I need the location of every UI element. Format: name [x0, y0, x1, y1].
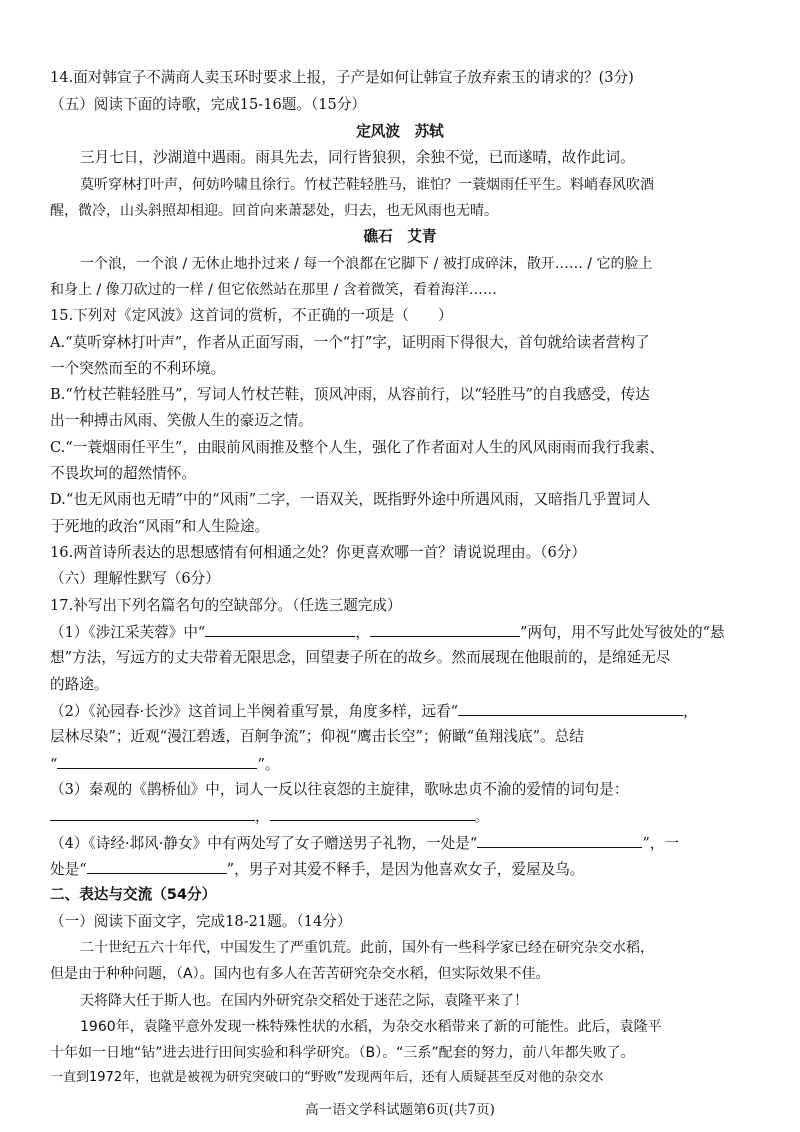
answer-blank[interactable]	[205, 622, 355, 637]
q17-3-line-1: （3）秦观的《鹊桥仙》中，词人一反以往哀怨的主旋律，歌咏忠贞不渝的爱情的词句是：	[50, 781, 629, 798]
q17-2-line-1: （2）《沁园春·长沙》这首词上半阕着重写景，角度多样，远看“ ，	[50, 703, 698, 720]
poem-1-title: 定风波 苏轼	[356, 123, 444, 140]
option-c-line-1: C.“一蓑烟雨任平生”，由眼前风雨推及整个人生，强化了作者面对人生的风风雨雨而我行我素、	[50, 439, 664, 456]
q17-2-line-2: 层林尽染”；近观“漫江碧透，百舸争流”；仰视“鹰击长空”；俯瞰“鱼翔浅底”。总结	[50, 728, 584, 745]
answer-blank[interactable]	[50, 806, 255, 821]
q17-2-line-3: “ ”。	[50, 756, 280, 773]
option-b-line-2: 出一种搏击风雨、笑傲人生的豪迈之情。	[50, 412, 313, 429]
passage-p3-line-1: 1960年，袁隆平意外发现一株特殊性状的水稻，为杂交水稻带来了新的可能性。此后，袁隆平	[80, 1019, 662, 1035]
q17-1-line-3: 的路途。	[50, 676, 109, 693]
q17-3-line-2: ， 。	[50, 806, 750, 827]
poem-1-line-1: 莫听穿林打叶声，何妨吟啸且徐行。竹杖芒鞋轻胜马，谁怕？一蓑烟雨任平生。料峭春风吹酒	[80, 177, 654, 193]
answer-blank[interactable]	[458, 701, 683, 716]
answer-blank[interactable]	[477, 833, 642, 848]
poem-2-line-2: 和身上 / 像刀砍过的一样 / 但它依然站在那里 / 含着微笑，看着海洋……	[50, 282, 497, 298]
answer-blank[interactable]	[370, 622, 520, 637]
option-c-line-2: 不畏坎坷的超然情怀。	[50, 465, 196, 482]
page-footer: 高一语文学科试题第6页(共7页)	[305, 1102, 495, 1118]
question-15: 15.下列对《定风波》这首词的赏析，不正确的一项是（ ）	[50, 307, 453, 324]
poem-1-preface: 三月七日，沙湖道中遇雨。雨具先去，同行皆狼狈，余独不觉，已而遂晴，故作此词。	[80, 149, 635, 166]
q17-4-line-2: 处是“ ”，男子对其爱不释手，是因为他喜欢女子，爱屋及乌。	[50, 861, 585, 878]
answer-blank[interactable]	[57, 754, 257, 769]
question-16: 16.两首诗所表达的思想感情有何相通之处？你更喜欢哪一首？请说说理由。（6分）	[50, 544, 586, 561]
poem-1-line-2: 醒，微冷，山头斜照却相迎。回首向来萧瑟处，归去，也无风雨也无晴。	[50, 203, 498, 219]
q17-1-line-2: 想”方法，写远方的丈夫带着无限思念，回望妻子所在的故乡。然而展现在他眼前的，是绵延无尽	[50, 649, 671, 666]
section-6-title: （六）理解性默写（6分）	[50, 570, 220, 587]
section-5-title: （五）阅读下面的诗歌，完成15-16题。（15分）	[50, 96, 367, 113]
passage-p2: 天将降大任于斯人也。在国内外研究杂交稻处于迷茫之际，袁隆平来了！	[80, 993, 528, 1009]
option-d-line-2: 于死地的政治“风雨”和人生险途。	[50, 518, 270, 535]
question-14: 14.面对韩宣子不满商人卖玉环时要求上报，子产是如何让韩宣子放弃索玉的请求的？(3分)	[50, 69, 634, 86]
option-a-line-2: 一个突然而至的不利环境。	[50, 360, 226, 377]
part-2-title: 二、表达与交流（54分）	[50, 886, 217, 903]
q17-1-line-1: （1）《涉江采芙蓉》中“ ， ”两句，用不写此处写彼处的“悬	[50, 624, 725, 641]
q17-4-line-1: （4）《诗经·邶风·静女》中有两处写了女子赠送男子礼物，一处是“ ”，一	[50, 835, 680, 852]
answer-blank[interactable]	[270, 806, 475, 821]
section-1-title: （一）阅读下面文字，完成18-21题。（14分）	[50, 913, 352, 930]
passage-p1-line-1: 二十世纪五六十年代，中国发生了严重饥荒。此前，国外有一些科学家已经在研究杂交水稻，	[80, 940, 654, 956]
answer-blank[interactable]	[87, 859, 227, 874]
option-b-line-1: B.“竹杖芒鞋轻胜马”，写词人竹杖芒鞋，顶风冲雨，从容前行，以“轻胜马”的自我感受，传达	[50, 386, 650, 403]
option-a-line-1: A.“莫听穿林打叶声”，作者从正面写雨，一个“打”字，证明雨下得很大，首句就给读者营构了	[50, 334, 650, 351]
poem-2-title: 礁石 艾青	[363, 228, 437, 245]
passage-p1-line-2: 但是由于种种问题，（A）。国内也有多人在苦苦研究杂交水稻，但实际效果不佳。	[50, 966, 550, 982]
passage-p3-line-3: 一直到1972年，也就是被视为研究突破口的“野败”发现两年后，还有人质疑甚至反对他的杂交水	[50, 1070, 604, 1085]
question-17: 17.补写出下列名篇名句的空缺部分。（任选三题完成）	[50, 597, 402, 614]
option-d-line-1: D.“也无风雨也无晴”中的“风雨”二字，一语双关，既指野外途中所遇风雨，又暗指几乎置词人	[50, 491, 651, 508]
poem-2-line-1: 一个浪，一个浪 / 无休止地扑过来 / 每一个浪都在它脚下 / 被打成碎沫，散开…… / 它的脸上	[80, 256, 653, 272]
passage-p3-line-2: 十年如一日地“钻”进去进行田间实验和科学研究。（B）。“三系”配套的努力，前八年都失败了。	[50, 1045, 635, 1061]
